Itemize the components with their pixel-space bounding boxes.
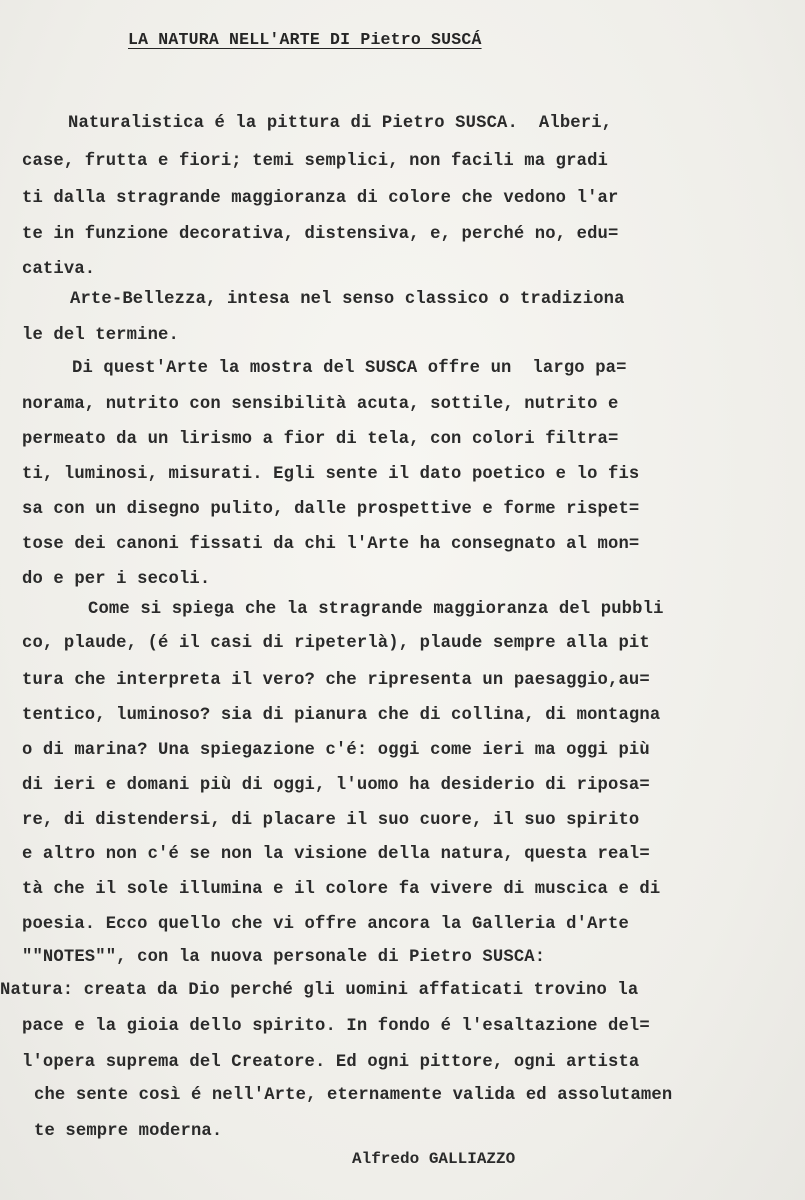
text-line: Di quest'Arte la mostra del SUSCA offre un largo pa= bbox=[72, 359, 627, 378]
text-line: Come si spiega che la stragrande maggioranza del pubbli bbox=[88, 600, 664, 619]
text-line: te sempre moderna. bbox=[34, 1122, 223, 1141]
text-line: sa con un disegno pulito, dalle prospettive e forme rispet= bbox=[22, 500, 640, 519]
text-line: re, di distendersi, di placare il suo cuore, il suo spirito bbox=[22, 811, 640, 830]
text-line: cativa. bbox=[22, 260, 96, 279]
text-line: permeato da un lirismo a fior di tela, con colori filtra= bbox=[22, 430, 619, 449]
text-line: norama, nutrito con sensibilità acuta, sottile, nutrito e bbox=[22, 395, 619, 414]
text-line: tentico, luminoso? sia di pianura che di collina, di montagna bbox=[22, 706, 661, 725]
text-line: poesia. Ecco quello che vi offre ancora la Galleria d'Arte bbox=[22, 915, 629, 934]
text-line: tura che interpreta il vero? che ripresenta un paesaggio,au= bbox=[22, 671, 650, 690]
text-line: pace e la gioia dello spirito. In fondo é l'esaltazione del= bbox=[22, 1017, 650, 1036]
author-signature: Alfredo GALLIAZZO bbox=[352, 1150, 516, 1168]
text-line: tose dei canoni fissati da chi l'Arte ha consegnato al mon= bbox=[22, 535, 640, 554]
text-line: che sente così é nell'Arte, eternamente valida ed assolutamen bbox=[34, 1086, 673, 1105]
text-line: Natura: creata da Dio perché gli uomini affaticati trovino la bbox=[0, 981, 639, 1000]
text-line: di ieri e domani più di oggi, l'uomo ha desiderio di riposa= bbox=[22, 776, 650, 795]
text-line: e altro non c'é se non la visione della natura, questa real= bbox=[22, 845, 650, 864]
text-line: l'opera suprema del Creatore. Ed ogni pittore, ogni artista bbox=[22, 1053, 640, 1072]
text-line: ti dalla stragrande maggioranza di colore che vedono l'ar bbox=[22, 189, 619, 208]
text-line: Arte-Bellezza, intesa nel senso classico o tradiziona bbox=[70, 290, 625, 309]
text-line: o di marina? Una spiegazione c'é: oggi come ieri ma oggi più bbox=[22, 741, 650, 760]
text-line: te in funzione decorativa, distensiva, e, perché no, edu= bbox=[22, 225, 619, 244]
text-line: case, frutta e fiori; temi semplici, non facili ma gradi bbox=[22, 152, 608, 171]
text-line: le del termine. bbox=[22, 326, 179, 345]
text-line: ti, luminosi, misurati. Egli sente il dato poetico e lo fis bbox=[22, 465, 640, 484]
text-line: tà che il sole illumina e il colore fa vivere di muscica e di bbox=[22, 880, 661, 899]
text-line: ""NOTES"", con la nuova personale di Pietro SUSCA: bbox=[22, 948, 546, 967]
document-title: LA NATURA NELL'ARTE DI Pietro SUSCÁ bbox=[128, 30, 482, 49]
text-line: co, plaude, (é il casi di ripeterlà), plaude sempre alla pit bbox=[22, 634, 650, 653]
text-line: Naturalistica é la pittura di Pietro SUSCA. Alberi, bbox=[68, 114, 613, 133]
text-line: do e per i secoli. bbox=[22, 570, 211, 589]
